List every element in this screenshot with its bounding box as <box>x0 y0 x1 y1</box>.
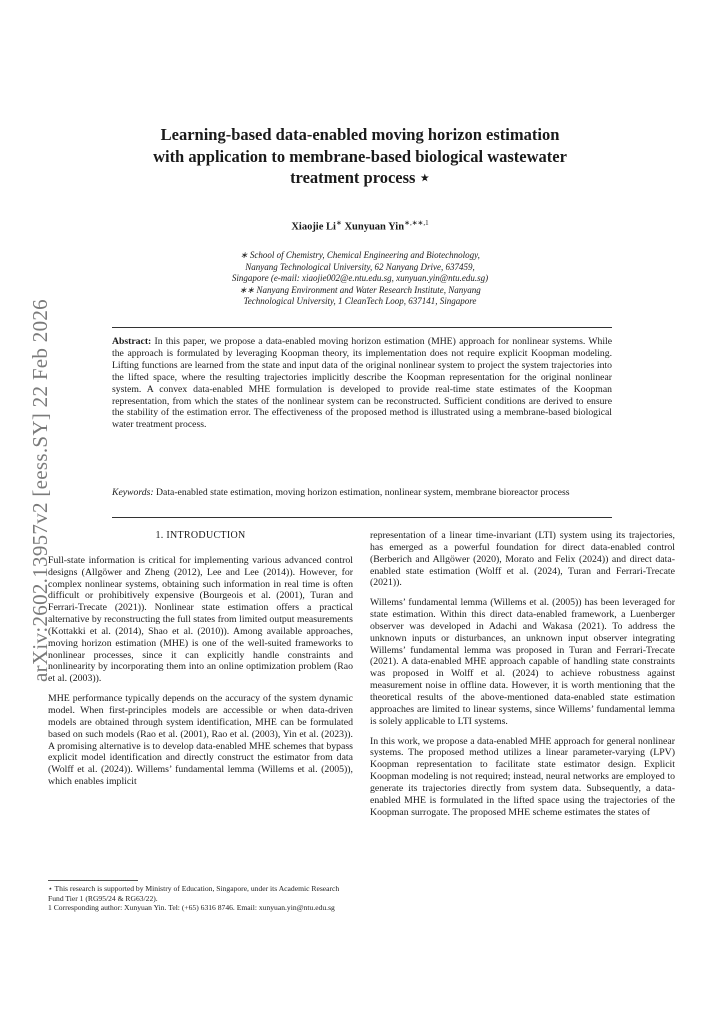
right-column <box>370 530 675 826</box>
paragraph: representation of a linear time-invariant (LTI) system using its trajectories, has emerged as a powerful foundation for direct data-enabled control (Berberich and Allgöwer (2020), Morato and Felix (2024)) and direct data-enabled state estimation (Wolff et al. (2024), Turan and Ferrari-Trecate (2021)). <box>370 530 675 589</box>
author-mark: ∗ <box>335 219 342 227</box>
author-name: Xunyuan Yin <box>344 221 405 233</box>
paragraph: In this work, we propose a data-enabled MHE approach for general nonlinear systems. The proposed method utilizes a linear parameter-varying (LPV) Koopman representation to facilitate state estimator design. Explicit Koopman modeling is not required; instead, neural networks are employed to generate its trajectories directly from system data. Subsequently, a data-enabled MHE is formulated in the lifted space using the trajectories of the Koopman surrogate. The proposed MHE scheme estimates the states of <box>370 735 675 818</box>
affiliations <box>150 250 570 308</box>
abstract-label: Abstract: <box>112 336 152 347</box>
footnote: 1 Corresponding author: Xunyuan Yin. Tel: (+65) 6316 8746. Email: xunyuan.yin@ntu.edu.sg <box>48 903 335 913</box>
abstract-top-rule <box>112 327 612 328</box>
abstract-text: In this paper, we propose a data-enabled moving horizon estimation (MHE) approach for nonlinear systems. While the approach is formulated by leveraging Koopman theory, its implementation does not require explicit Koopman modeling. Lifting functions are learned from the state and input data of the original nonlinear system to project the system trajectories into the lifted space, where the resulting trajectories implicitly describe the Koopman representation for the original nonlinear system. A convex data-enabled MHE formulation is developed to provide real-time state estimates of the Koopman representation, from which the states of the nonlinear system can be reconstructed. Sufficient conditions are derived to ensure the stability of the estimation error. The effectiveness of the proposed method is illustrated using a membrane-based biological water treatment process. <box>112 336 613 431</box>
keywords-label: Keywords: <box>112 487 154 498</box>
affiliation-line: Singapore (e-mail: xiaojie002@e.ntu.edu.sg, xunyuan.yin@ntu.edu.sg) <box>231 273 489 284</box>
paragraph: Full-state information is critical for implementing various advanced control designs (Allgöwer and Zheng (2012), Lee and Lee (2014)). However, for complex nonlinear systems, obtaining such information in real time is often difficult or prohibitively expensive (Bourgeois et al. (2001), Turan and Ferrari-Trecate (2021)). Nonlinear state estimation offers a practical alternative by reconstructing the full states from limited output measurements (Kottakki et al. (2014), Shao et al. (2010)). Among available approaches, moving horizon estimation (MHE) is one of the well-suited frameworks to nonlinear processes, since it can explicitly handle constraints and nonlinearity by incorporating them into an online optimization problem (Rao et al. (2003)). <box>48 554 353 685</box>
abstract-bottom-rule <box>112 517 612 518</box>
author-line <box>150 219 570 233</box>
affiliation-line: ∗∗ Nanyang Environment and Water Research Institute, Nanyang <box>239 284 481 295</box>
paper-title: Learning-based data-enabled moving horizon estimation with application to membrane-based biological wastewater treatment process ⋆ <box>153 125 567 187</box>
author-name: Xiaojie Li <box>291 221 336 233</box>
keywords <box>112 487 612 499</box>
paragraph: MHE performance typically depends on the accuracy of the system dynamic model. When first-principles models are accessible or when data-driven models are obtained through system identification, MHE can be formulated based on such models (Rao et al. (2001), Rao et al. (2003), Yin et al. (2023)). A promising alternative is to develop data-enabled MHE schemes that bypass explicit model identification and directly construct the estimator from data (Wolff et al. (2024)). Willems’ fundamental lemma (Willems et al. (2005)), which enables implicit <box>48 693 353 788</box>
paragraph: Willems’ fundamental lemma (Willems et al. (2005)) has been leveraged for state estimation. Within this direct data-enabled framework, a Luenberger observer was developed in Adachi and Wakasa (2021). To address the unknown inputs or disturbances, an unknown input observer integrating Willems’ fundamental lemma was proposed in Turan and Ferrari-Trecate (2021). A data-enabled MHE approach capable of handling state constraints was proposed in Wolff et al. (2024) to achieve robustness against measurement noise in offline data. However, it is worth mentioning that the theoretical results of the above-mentioned data-enabled state estimation approaches are limited to linear systems, since Willems’ fundamental lemma is solely applicable to LTI systems. <box>370 597 675 727</box>
left-column <box>48 530 353 796</box>
section-heading: 1. INTRODUCTION <box>155 530 246 541</box>
footnote-rule <box>48 880 138 881</box>
footnotes <box>48 884 353 913</box>
abstract <box>112 336 612 431</box>
affiliation-line: Nanyang Technological University, 62 Nanyang Drive, 637459, <box>245 261 475 272</box>
affiliation-line: ∗ School of Chemistry, Chemical Engineering and Biotechnology, <box>240 250 480 260</box>
footnote: ⋆ This research is supported by Ministry of Education, Singapore, under its Academic Research Fund Tier 1 (RG95/24 & RG63/22). <box>48 884 340 903</box>
affiliation-line: Technological University, 1 CleanTech Loop, 637141, Singapore <box>243 296 477 307</box>
author-mark: ∗,∗∗,1 <box>404 219 429 227</box>
keywords-text: Data-enabled state estimation, moving horizon estimation, nonlinear system, membrane bioreactor process <box>156 487 570 498</box>
arxiv-id: arXiv:2602.13957v2 [eess.SY] 22 Feb 2026 <box>27 298 52 682</box>
